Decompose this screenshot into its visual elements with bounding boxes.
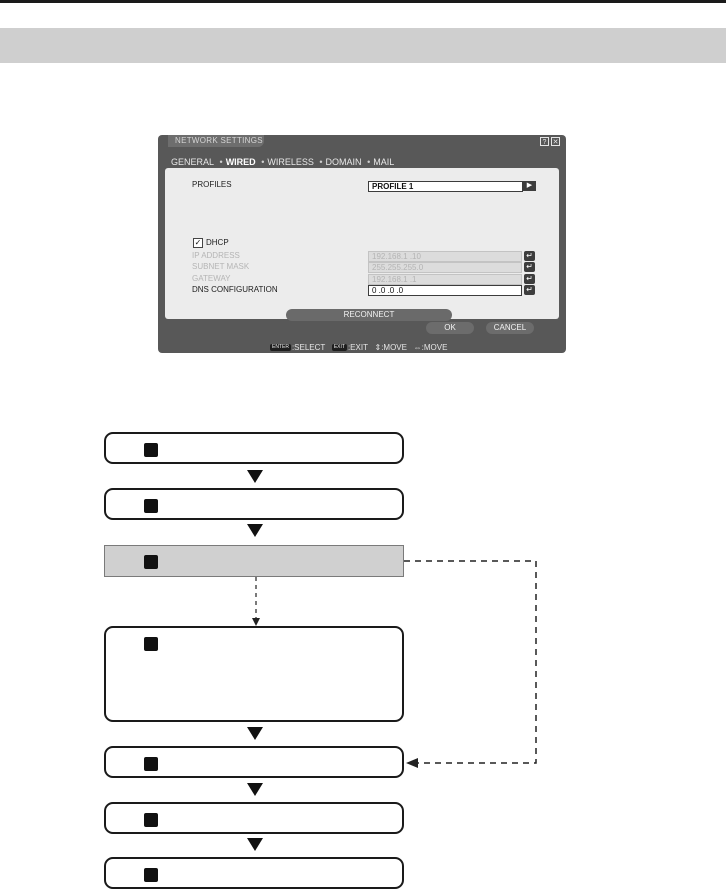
enter-icon: ↵ xyxy=(524,262,535,272)
dashed-bypass-connector xyxy=(404,561,536,763)
dialog-title: NETWORK SETTINGS xyxy=(175,136,263,145)
exit-key-icon: EXIT xyxy=(333,344,345,351)
reconnect-button[interactable]: RECONNECT xyxy=(286,309,452,321)
dns-configuration-field[interactable]: 0 .0 .0 .0 xyxy=(368,285,522,296)
bypass-arrowhead-icon xyxy=(406,758,418,768)
exit-hint: :EXIT xyxy=(347,343,368,352)
tab-separator: • xyxy=(319,157,323,167)
ip-address-field: 192.168.1 .10 xyxy=(368,251,522,262)
close-icon[interactable]: ✕ xyxy=(552,139,559,146)
ok-button[interactable]: OK xyxy=(426,322,474,334)
move-horizontal-hint: ⇔:MOVE xyxy=(413,343,448,352)
dhcp-label: DHCP xyxy=(206,238,229,247)
cancel-button[interactable]: CANCEL xyxy=(486,322,534,334)
help-icon[interactable]: ? xyxy=(540,137,549,146)
enter-key-icon: ENTER xyxy=(272,344,289,351)
tab-domain[interactable]: DOMAIN xyxy=(325,157,362,167)
gateway-field: 192.168.1 .1 xyxy=(368,274,522,285)
tab-general[interactable]: GENERAL xyxy=(171,157,215,167)
enter-icon[interactable]: ↵ xyxy=(524,285,535,295)
profile-select[interactable]: PROFILE 1 xyxy=(368,181,523,192)
dns-configuration-label: DNS CONFIGURATION xyxy=(192,285,278,294)
enter-icon: ↵ xyxy=(524,274,535,284)
tab-separator: • xyxy=(219,157,223,167)
move-vertical-hint: ⇕:MOVE xyxy=(374,343,407,352)
tab-separator: • xyxy=(367,157,371,167)
select-hint: :SELECT xyxy=(291,343,326,352)
enter-icon: ↵ xyxy=(524,251,535,261)
ip-address-label: IP ADDRESS xyxy=(192,251,240,260)
subnet-mask-field: 255.255.255.0 xyxy=(368,262,522,273)
tab-separator: • xyxy=(261,157,265,167)
tab-wired[interactable]: WIRED xyxy=(225,157,256,167)
small-arrowhead-icon xyxy=(252,618,260,626)
subnet-mask-label: SUBNET MASK xyxy=(192,262,250,271)
tab-wireless[interactable]: WIRELESS xyxy=(267,157,314,167)
play-arrow-icon[interactable]: ▶ xyxy=(523,181,536,191)
gateway-label: GATEWAY xyxy=(192,274,231,283)
profiles-label: PROFILES xyxy=(192,180,232,189)
tab-mail[interactable]: MAIL xyxy=(373,157,395,167)
dhcp-checkbox[interactable]: ✓ xyxy=(194,238,202,247)
